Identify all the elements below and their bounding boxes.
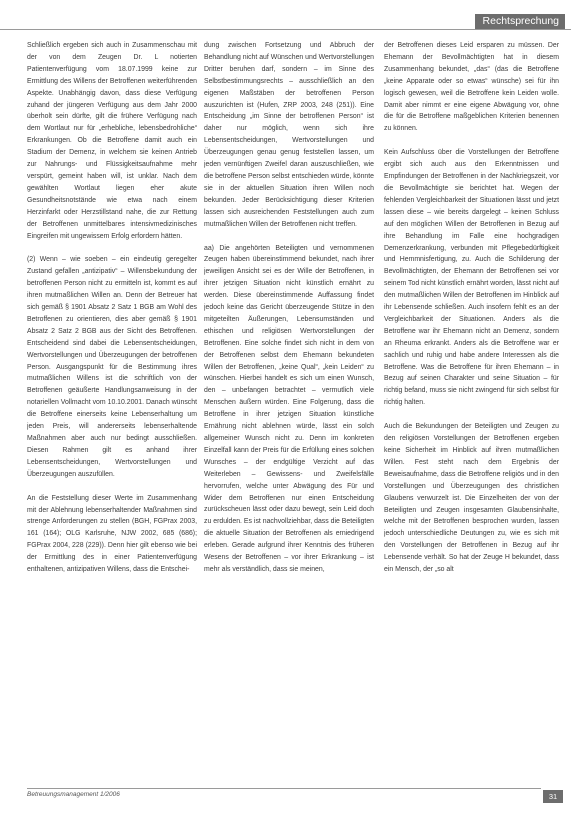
section-label: Rechtsprechung — [475, 14, 565, 29]
paragraph: aa) Die angehörten Beteiligten und vernommenen Zeugen haben übereinstimmend bekundet, nach ihrer jeweiligen Ansicht sei es der Wille der Betroffenen, in ihrer jetzigen Situation nicht künstlich ernährt zu werden. Diese übereinstimmende Auffassung findet jedoch keine das Gericht überzeugende Stütze in den mitgeteilten Äußerungen, Lebensumständen und ethischen und religiösen Wertvorstellungen der Betroffenen. Eine solche findet sich nicht in dem von der Betroffenen selbst dem Ehemann bekundeten Willen der Betroffenen, „keine Qual“, „kein Leiden“ zu wünschen. Hierbei handelt es sich um einen Wunsch, den – unbefangen betrachtet – vermutlich viele Menschen äußern würden. Eine Folgerung, dass die Betroffene in ihrer jetzigen Situation künstliche Ernährung nicht ablehnen würde, lässt ein solch allgemeiner Wunsch nicht zu. Denn im konkreten Einzelfall kann der Preis für die Erfüllung eines solchen Wunsches – der endgültige Verzicht auf das Weiterleben – Gewissens- und Zweifelsfälle hervorrufen, welche unter Abwägung des Für und Wider dem Betroffenen nur einen Entscheidung zurückscheuen lässt oder dazu bewegt, sein Leid doch zu erdulden. Es ist nachvollziehbar, dass die Beteiligten die aktuelle Situation der Betroffenen als erniedrigend erleben. Gerade aufgrund ihrer Kenntnis des früheren Wesens der Betroffenen – vor ihrer Erkrankung – ist mehr als verständlich, dass sie meinen, — [204, 244, 374, 573]
page-footer — [0, 788, 571, 806]
paragraph: Schließlich ergeben sich auch in Zusammenschau mit der von dem Zeugen Dr. L notierten Patientenverfügung vom 18.07.1999 keine zur Ermittlung des Willens der Betroffenen weiterführenden Aspekte. Unabhängig davon, dass diese Verfügung zuhand der jüngeren Verfügung aus dem Jahr 2000 überholt sein dürfte, gilt die frühere Verfügung nach dem Wortlaut nur für „erhebliche, lebensbedrohliche“ Erkrankungen. Ob die Betroffene damit auch ein Stadium der Demenz, in welchem sie keinen Antrieb zur Nahrungs- und Flüssigkeitsaufnahme mehr verspürt, gemeint haben will, ist unklar. Nach dem gewählten Wortlaut liegen eher akute Gesundheitsnotstände wie etwa nach einem Herzinfarkt oder Herzstillstand nahe, die zur Rettung der Betroffenen unmittelbares intensivmedizinisches Eingreifen mit ungewissem Erfolg erfordern hätten. — [27, 42, 197, 240]
paragraph: dung zwischen Fortsetzung und Abbruch der Behandlung nicht auf Wünschen und Wertvorstellungen Dritter beruhen darf, sondern – im Sinne des Selbstbestimmungsrechts – ausschließlich an den eigenen Maßstäben der betroffenen Person auszurichten ist (Hufen, ZRP 2003, 248 (251)). Eine Entscheidung „im Sinne der betroffenen Person“ ist daher nur möglich, wenn sich ihre Lebensentscheidungen, Wertvorstellungen und Überzeugungen genau genug feststellen lassen, um jeden vernünftigen Zweifel daran auszuschließen, wie die betroffene Person selbst entschieden würde, könnte sie in der aktuellen Situation ihren Willen noch bekunden. Jeder Berücksichtigung dieser Kriterien lassen sich ausreichenden Feststellungen auch zum mutmaßlichen Willen der Betroffenen nicht treffen. — [204, 42, 374, 228]
journal-name: Betreuungsmanagement 1/2006 — [27, 791, 120, 798]
footer-divider — [27, 788, 541, 789]
text-column-1 — [27, 40, 197, 797]
paragraph: Kein Aufschluss über die Vorstellungen der Betroffene ergibt sich auch aus den Erkenntnissen und Empfindungen der Betroffenen in der Nachkriegszeit, vor die Bevollmächtigte sie berichtet hat. Wegen der fehlenden Vergleichbarkeit der Situationen lässt und jetzt lassen diese – wie bereits dargelegt – keinen Schluss auf den möglichen Willen der Betroffenen in Bezug auf ihre Behandlung im Falle eine hochgradigen Demenzerkrankung, verbunden mit Pflegebedürftigkeit und Hemmnisfertigung, zu. Auch die Schilderung der Bevollmächtigten, der Ehemann der Betroffenen sei vor seinem Tod nicht künstlich ernährt worden, lässt nicht auf den mutmaßlichen Willen der Betroffenen im Hinblick auf ihr Lebensende schließen. Auch insofern fehlt es an der Vergleichbarkeit der Situationen. Anders als die Betroffene war ihr Ehemann nicht an Demenz, sondern an Rheuma erkrankt. Anders als die Betroffene war er sachlich und ruhig und habe andere Interessen als die Betroffene. Was die Betroffene für ihren Ehemann – in Bezug auf seinen Charakter und seine Situation – für richtig befand, muss sie nicht zwingend für sich selbst für richtig halten. — [384, 149, 559, 407]
paragraph: (2) Wenn – wie soeben – ein eindeutig geregelter Zustand gefallen „antizipativ“ – Willensbekundung der betroffenen Person nicht zu ermitteln ist, kommt es auf ihren mutmaßlichen Willen an. Denn der Betreuer hat sich gemäß § 1901 Absatz 2 Satz 1 BGB am Wohl des Betroffenen zu orientieren, dies aber gemäß § 1901 Absatz 2 Satz 2 BGB aus der Sicht des Betroffenen. Entscheidend sind dabei die Lebensentscheidungen, Wertvorstellungen und Überzeugungen der betroffenen Person. Ausgangspunkt für die Bestimmung ihres mutmaßlichen Willens ist die schriftlich von der Betroffenen geäußerte Handlungsanweisung in der notariellen Vollmacht vom 10.10.2001. Danach wünscht die Betroffene einerseits keine Lebenserhaltung um jeden Preis, will andererseits lebenserhaltende Maßnahmen aber auch nur bedingt ausschließen. Diesen Rahmen gilt es anhand ihrer Lebensentscheidungen, Wertvorstellungen und Überzeugungen auszufüllen. — [27, 256, 197, 478]
text-column-2 — [204, 40, 374, 797]
paragraph: Auch die Bekundungen der Beteiligten und Zeugen zu den religiösen Vorstellungen der Betroffenen ergeben keine Sicherheit im Hinblick auf ihren mutmaßlichen Willen. Fest steht nach dem Ergebnis der Beweisaufnahme, dass die Betroffene religiös und in den Vorstellungen und Überzeugungen des christlichen Glaubens verwurzelt ist. Die Einzelheiten der von der Beteiligten und Zeugen insgesamten Glaubensinhalte, welche mit der Betroffenen besprochen wurden, lassen jedoch unterschiedliche Deutungen zu, wie es sich mit den Vorstellungen der Betroffenen in Bezug auf ihr Lebensende verhält. So hat der Zeuge H bekundet, dass ein Mensch, der „so alt — [384, 423, 559, 574]
text-column-3 — [384, 40, 559, 797]
running-header — [0, 14, 571, 30]
paragraph: An die Feststellung dieser Werte im Zusammenhang mit der Ablehnung lebenserhaltender Maßnahmen sind strenge Anforderungen zu stellen (BGH, FGPrax 2003, 161 (164); OLG Karlsruhe, NJW 2002, 685 (686); FGPrax 2004, 228 (229)). Denn hier gilt ebenso wie bei der Ermittlung des in einer Patientenverfügung enthaltenen, antizipativen Willens, dass die Entschei- — [27, 494, 197, 574]
paragraph: der Betroffenen dieses Leid ersparen zu müssen. Der Ehemann der Bevollmächtigten hat in diesem Zusammenhang bekundet, „das“ (das die Betroffene „keine Apparate oder so etwas“ wünsche) sei für ihn logisch gewesen, weil die Betroffene kein Leiden wolle. Damit aber nimmt er eine eigene Abwägung vor, ohne die für die Betroffene maßgeblichen Kriterien benennen zu können. — [384, 42, 559, 133]
page-number: 31 — [543, 790, 563, 803]
